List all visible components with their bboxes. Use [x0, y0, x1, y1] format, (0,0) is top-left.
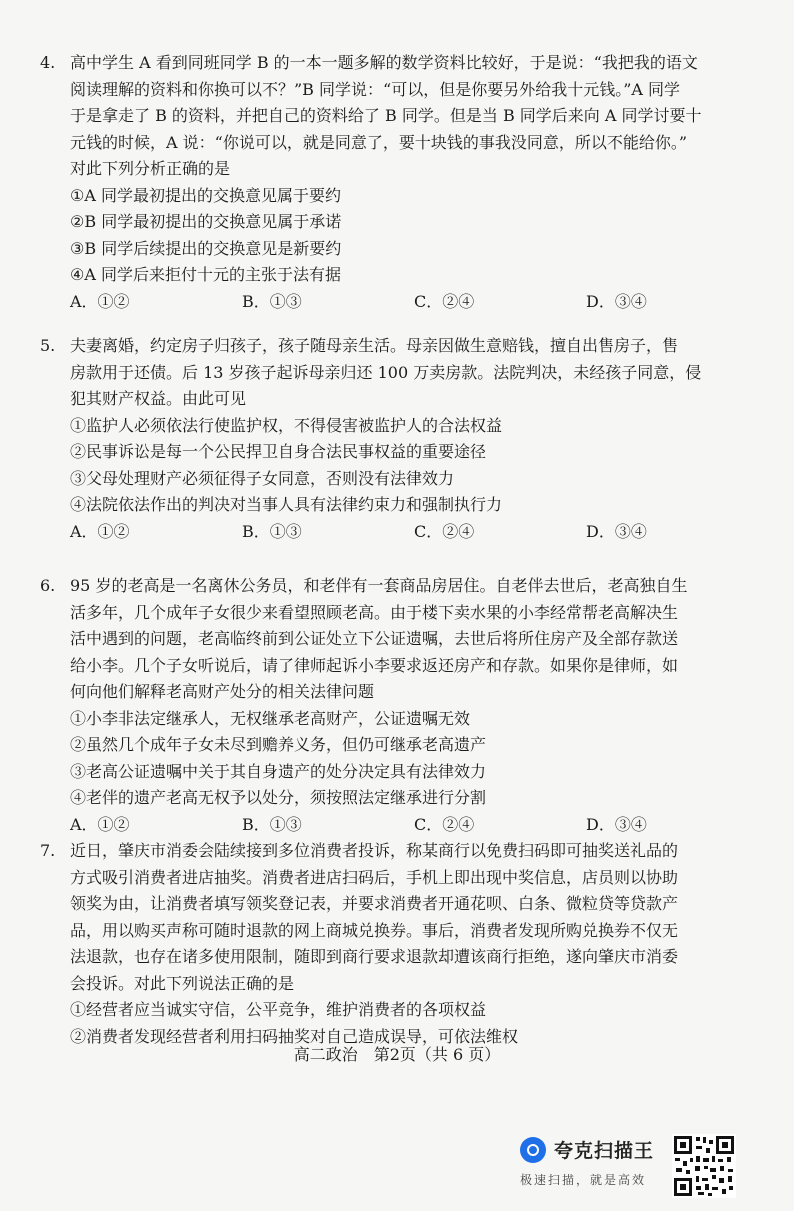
- quark-logo-icon: [520, 1137, 546, 1163]
- question-number: [40, 626, 70, 653]
- question-5: [40, 333, 740, 545]
- answer-choice: B．①③: [242, 521, 302, 541]
- question-4: [40, 50, 740, 315]
- question-stem-text: 元钱的时候，A 说：“你说可以，就是同意了，要十块钱的事我没同意，所以不能给你。”: [70, 132, 688, 152]
- question-stem-text: 品，用以购买声称可随时退款的网上商城兑换券。事后，消费者发现所购兑换券不仅无: [70, 920, 679, 940]
- question-stem-line: [40, 130, 740, 157]
- question-number: [40, 386, 70, 413]
- answer-choices: [40, 812, 740, 839]
- question-number: 6.: [40, 576, 56, 595]
- statement-option: ②消费者发现经营者利用扫码抽奖对自己造成误导，可依法维权: [70, 1026, 519, 1046]
- question-number: [40, 653, 70, 680]
- scanner-watermark: [520, 1136, 670, 1196]
- question-stem-text: 法退款，也存在诸多使用限制，随即到商行要求退款却遭该商行拒绝，遂向肇庆市消委: [70, 947, 679, 966]
- statement-option: ④A 同学后来拒付十元的主张于法有据: [70, 265, 341, 284]
- question-stem-line: [40, 891, 740, 918]
- answer-choice: B．①③: [242, 814, 302, 834]
- statement-option: ①A 同学最初提出的交换意见属于要约: [70, 185, 341, 205]
- question-stem-text: 方式吸引消费者进店抽奖。消费者进店扫码后，手机上即出现中奖信息，店员则以协助: [70, 867, 679, 887]
- answer-choice: D．③④: [586, 814, 647, 834]
- question-stem-text: 夫妻离婚，约定房子归孩子，孩子随母亲生活。母亲因做生意赔钱，擅自出售房子，售: [70, 336, 679, 355]
- question-number: [40, 600, 70, 627]
- answer-choice: B．①③: [242, 291, 302, 311]
- statement-option: ④法院依法作出的判决对当事人具有法律约束力和强制执行力: [70, 495, 503, 514]
- question-stem-line: [40, 573, 740, 600]
- statement-option: ③B 同学后续提出的交换意见是新要约: [70, 238, 342, 258]
- question-stem-line: [40, 103, 740, 130]
- question-number: [40, 918, 70, 945]
- question-stem-line: [40, 971, 740, 998]
- question-stem-line: [40, 679, 740, 706]
- question-number: [40, 77, 70, 104]
- answer-choices: [40, 519, 740, 546]
- answer-choice: C．②④: [414, 521, 475, 541]
- question-stem-line: [40, 77, 740, 104]
- question-stem-text: 近日，肇庆市消委会陆续接到多位消费者投诉，称某商行以免费扫码即可抽奖送礼品的: [70, 841, 679, 860]
- question-stem-text: 会投诉。对此下列说法正确的是: [70, 973, 295, 993]
- answer-choice: A．①②: [70, 521, 130, 541]
- question-stem-text: 活中遇到的问题，老高临终前到公证处立下公证遗嘱，去世后将所住房产及全部存款送: [70, 629, 679, 648]
- brand-slogan: 极速扫描，就是高效: [520, 1173, 647, 1187]
- question-stem-text: 犯其财产权益。由此可见: [70, 389, 247, 408]
- brand-name: 夸克扫描王: [554, 1140, 655, 1162]
- question-number: [40, 865, 70, 892]
- question-stem-text: 何向他们解释老高财产处分的相关法律问题: [70, 682, 375, 701]
- statement-option: ①小李非法定继承人，无权继承老高财产，公证遗嘱无效: [70, 708, 471, 728]
- question-number: [40, 130, 70, 157]
- question-stem-line: [40, 838, 740, 865]
- question-stem-line: [40, 918, 740, 945]
- qr-code-icon: [672, 1134, 736, 1198]
- question-6: [40, 573, 740, 838]
- answer-choice: C．②④: [414, 291, 475, 311]
- question-stem-text: 领奖为由，让消费者填写领奖登记表，并要求消费者开通花呗、白条、微粒贷等贷款产: [70, 894, 679, 913]
- statement-option: ②B 同学最初提出的交换意见属于承诺: [70, 212, 342, 231]
- question-stem-line: [40, 865, 740, 892]
- statement-option: ③老高公证遗嘱中关于其自身遗产的处分决定具有法律效力: [70, 761, 487, 781]
- question-stem-text: 活多年，几个成年子女很少来看望照顾老高。由于楼下卖水果的小李经常帮老高解决生: [70, 602, 679, 622]
- statement-option: ②虽然几个成年子女未尽到赡养义务，但仍可继承老高遗产: [70, 735, 487, 754]
- question-number: [40, 156, 70, 183]
- question-number: [40, 679, 70, 706]
- question-number: 4.: [40, 53, 56, 72]
- question-number: [40, 891, 70, 918]
- question-number: [40, 103, 70, 130]
- question-stem-text: 给小李。几个子女听说后，请了律师起诉小李要求返还房产和存款。如果你是律师，如: [70, 655, 679, 675]
- answer-choice: D．③④: [586, 521, 647, 541]
- question-stem-line: [40, 653, 740, 680]
- question-stem-line: [40, 626, 740, 653]
- answer-choices: [40, 289, 740, 316]
- question-stem-text: 高中学生 A 看到同班同学 B 的一本一题多解的数学资料比较好，于是说：“我把我的语文: [70, 53, 698, 72]
- question-stem-line: [40, 944, 740, 971]
- answer-choice: C．②④: [414, 814, 475, 834]
- question-stem-text: 95 岁的老高是一名离休公务员，和老伴有一套商品房居住。自老伴去世后，老高独自生: [70, 576, 688, 595]
- question-number: [40, 944, 70, 971]
- question-stem-line: [40, 50, 740, 77]
- question-stem-line: [40, 333, 740, 360]
- question-stem-text: 阅读理解的资料和你换可以不？”B 同学说：“可以，但是你要另外给我十元钱。”A 同学: [70, 79, 681, 99]
- question-number: 5.: [40, 336, 56, 355]
- question-stem-text: 对此下列分析正确的是: [70, 159, 231, 178]
- answer-choice: D．③④: [586, 291, 647, 311]
- question-number: [40, 971, 70, 998]
- question-stem-text: 房款用于还债。后 13 岁孩子起诉母亲归还 100 万卖房款。法院判决，未经孩子同意，侵: [70, 362, 702, 382]
- statement-option: ①监护人必须依法行使监护权，不得侵害被监护人的合法权益: [70, 415, 503, 435]
- page-footer: 高二政治 第2页（共 6 页）: [293, 1045, 501, 1064]
- statement-option: ③父母处理财产必须征得子女同意，否则没有法律效力: [70, 468, 455, 488]
- question-number: 7.: [40, 841, 56, 860]
- statement-option: ①经营者应当诚实守信，公平竞争，维护消费者的各项权益: [70, 1000, 487, 1019]
- question-stem-text: 于是拿走了 B 的资料，并把自己的资料给了 B 同学。但是当 B 同学后来向 A 同学讨要十: [70, 106, 702, 125]
- statement-option: ④老伴的遗产老高无权予以处分，须按照法定继承进行分割: [70, 788, 487, 807]
- answer-choice: A．①②: [70, 814, 130, 834]
- question-stem-line: [40, 600, 740, 627]
- question-number: [40, 360, 70, 387]
- statement-option: ②民事诉讼是每一个公民捍卫自身合法民事权益的重要途径: [70, 442, 487, 461]
- question-stem-line: [40, 156, 740, 183]
- question-stem-line: [40, 386, 740, 413]
- question-stem-line: [40, 360, 740, 387]
- question-7: [40, 838, 740, 1050]
- answer-choice: A．①②: [70, 291, 130, 311]
